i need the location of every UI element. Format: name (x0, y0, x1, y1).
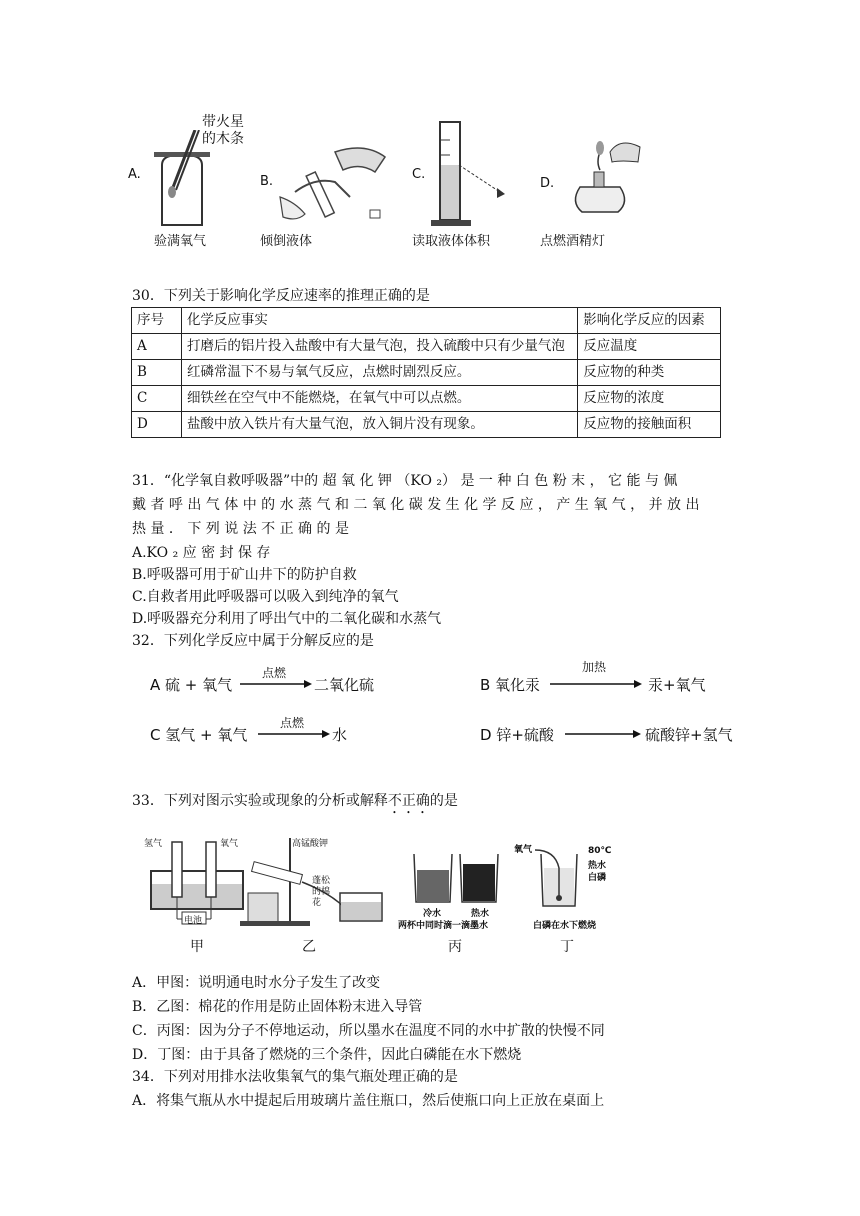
fig-bing-label: 丙 (448, 939, 462, 955)
drop-note-label: 两杯中同时滴一滴墨水 (398, 921, 489, 931)
option-b-letter: B. (260, 174, 274, 189)
ink-diffusion-beakers-illustration (410, 850, 502, 906)
option-d-caption: 点燃酒精灯 (540, 234, 606, 249)
row-fact: 红磷常温下不易与氧气反应，点燃时剧烈反应。 (181, 360, 577, 386)
reactants: B 氧化汞 (480, 676, 541, 694)
fig-yi-label: 乙 (302, 939, 316, 955)
q33-figures (140, 828, 620, 956)
q33-option-d: D．丁图：由于具备了燃烧的三个条件，因此白磷能在水下燃烧 (132, 1047, 522, 1063)
option-c-caption: 读取液体体积 (412, 234, 491, 249)
condition: 点燃 (280, 716, 305, 730)
battery-label: 电池 (184, 916, 203, 926)
q33-option-c: C．丙图：因为分子不停地运动，所以墨水在温度不同的水中扩散的快慢不同 (132, 1023, 605, 1039)
q33-stem-pre: 33．下列对图示实验或现象的分析或解释 (132, 793, 388, 809)
option-a-callout: 带火星的木条 (202, 114, 244, 147)
q34-stem: 34．下列对用排水法收集氧气的集气瓶处理正确的是 (132, 1069, 458, 1085)
row-factor: 反应温度 (578, 334, 721, 360)
row-factor: 反应物的种类 (578, 360, 721, 386)
row-id: A (132, 334, 182, 360)
row-fact: 盐酸中放入铁片有大量气泡，放入铜片没有现象。 (181, 412, 577, 438)
row-id: C (132, 386, 182, 412)
option-a-caption: 验满氧气 (154, 234, 207, 249)
option-b-caption: 倾倒液体 (260, 234, 313, 249)
whitep-label: 白磷 (588, 873, 607, 883)
row-id: B (132, 360, 182, 386)
hydrogen-label: 氢气 (144, 839, 163, 849)
header-cell: 序号 (132, 308, 182, 334)
lighting-alcohol-lamp-illustration (560, 132, 650, 222)
row-fact: 细铁丝在空气中不能燃烧，在氧气中可以点燃。 (181, 386, 577, 412)
table-header-row (132, 308, 721, 334)
q33-option-b: B．乙图：棉花的作用是防止固体粉末进入导管 (132, 999, 423, 1015)
arrow-icon (550, 679, 642, 689)
q33-stem-emphasis: 不正确 (387, 793, 430, 809)
option-a-letter: A. (128, 167, 141, 182)
products: 硫酸锌+氢气 (645, 726, 733, 744)
q30-stem: 30．下列关于影响化学反应速率的推理正确的是 (132, 288, 430, 304)
q32-stem: 32．下列化学反应中属于分解反应的是 (132, 633, 374, 649)
products: 水 (332, 726, 348, 744)
o2-label: 氧气 (514, 845, 533, 855)
temp-label: 80℃ (588, 846, 612, 856)
phosphorus-underwater-illustration (535, 848, 595, 910)
hot-water-label: 热水 (471, 909, 490, 919)
q31-option-c: C.自救者用此呼吸器可以吸入到纯净的氧气 (132, 589, 399, 605)
condition: 点燃 (262, 666, 287, 680)
products: 汞+氧气 (648, 676, 706, 694)
graduated-cylinder-illustration (425, 120, 515, 230)
cold-water-label: 冷水 (423, 909, 442, 919)
q34-option-a: A．将集气瓶从水中提起后用玻璃片盖住瓶口，然后使瓶口向上正放在桌面上 (132, 1093, 605, 1109)
underwater-label: 白磷在水下燃烧 (533, 921, 597, 931)
products: 二氧化硫 (314, 676, 375, 694)
q31-stem-line2: 戴 者 呼 出 气 体 中 的 水 蒸 气 和 二 氧 化 碳 发 生 化 学 反 应 ， 产 生 氧 气 ， 并 放 出 (132, 497, 700, 513)
reactants: D 锌+硫酸 (480, 726, 554, 744)
q31-option-b: B.呼吸器可用于矿山井下的防护自救 (132, 567, 357, 583)
arrow-icon (258, 729, 330, 739)
table-row (132, 334, 721, 360)
kmno4-label: 高锰酸钾 (292, 839, 329, 849)
oxygen-full-test-illustration (150, 130, 210, 230)
arrow-icon (565, 729, 641, 739)
table-row (132, 360, 721, 386)
table-row (132, 412, 721, 438)
q31-stem-line1: 31．“化学氧自救呼吸器”中的 超 氧 化 钾 （KO ₂） 是 一 种 白 色 粉 末 ， 它 能 与 佩 (132, 473, 678, 489)
header-cell: 化学反应事实 (181, 308, 577, 334)
q31-stem-line3: 热 量 ． 下 列 说 法 不 正 确 的 是 (132, 521, 349, 537)
oxygen-label: 氧气 (220, 839, 239, 849)
row-factor: 反应物的浓度 (578, 386, 721, 412)
reactants: A 硫 + 氧气 (150, 676, 233, 694)
condition: 加热 (582, 660, 607, 674)
row-fact: 打磨后的铝片投入盐酸中有大量气泡，投入硫酸中只有少量气泡 (181, 334, 577, 360)
q29-figures (120, 112, 680, 252)
header-cell: 影响化学反应的因素 (578, 308, 721, 334)
cotton-label: 蓬松的棉花 (312, 876, 331, 908)
option-c-letter: C. (412, 167, 426, 182)
q33-stem-post: 的是 (429, 793, 458, 809)
row-factor: 反应物的接触面积 (578, 412, 721, 438)
q30-table (131, 307, 721, 438)
q31-option-a: A.KO ₂ 应 密 封 保 存 (132, 545, 271, 561)
table-row (132, 386, 721, 412)
q31-option-d: D.呼吸器充分利用了呼出气中的二氧化碳和水蒸气 (132, 611, 442, 627)
q33-option-a: A．甲图：说明通电时水分子发生了改变 (132, 975, 381, 991)
fig-jia-label: 甲 (190, 939, 204, 955)
arrow-icon (240, 679, 312, 689)
row-id: D (132, 412, 182, 438)
option-d-letter: D. (540, 176, 555, 191)
fig-ding-label: 丁 (560, 939, 574, 955)
reactants: C 氢气 + 氧气 (150, 726, 248, 744)
pouring-liquid-illustration (275, 142, 405, 232)
hotwater-label: 热水 (588, 861, 607, 871)
q33-stem (132, 790, 458, 817)
